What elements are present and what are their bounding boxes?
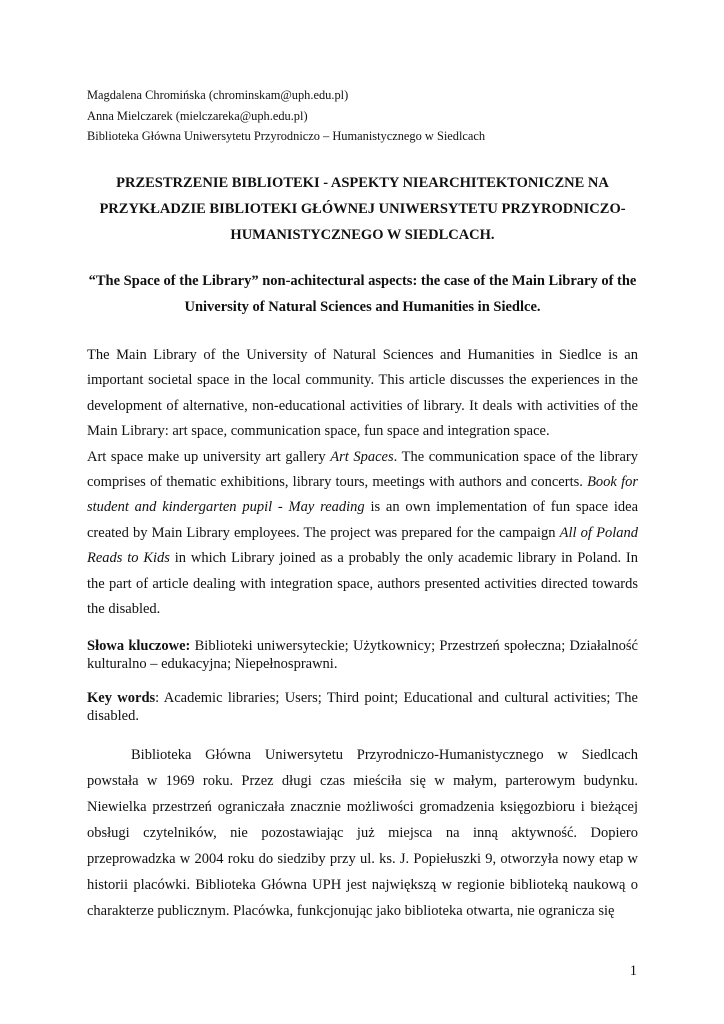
abstract-italic: All of Poland Reads to Kids	[87, 524, 638, 567]
abstract-italic: Art Spaces	[330, 448, 394, 465]
title-polish: PRZESTRZENIE BIBLIOTEKI - ASPEKTY NIEARCHITEKTONICZNE NA PRZYKŁADZIE BIBLIOTEKI GŁÓWNEJ UNIWERSYTETU PRZYRODNICZO-HUMANISTYCZNEGO W SIEDLCACH.	[99, 175, 626, 243]
abstract-italic: Book for student and kindergarten pupil - May reading	[87, 474, 638, 516]
abstract-text: in which Library joined as a probably the only academic library in Poland. In the part of article dealing with integration space, authors presented activities directed towards the disabled.	[87, 550, 639, 618]
abstract-text: Art space make up university art gallery	[87, 448, 331, 465]
keywords-english-text: : Academic libraries; Users; Third point; Educational and cultural activities; The disabled.	[87, 690, 638, 724]
body-paragraph: Biblioteka Główna Uniwersytetu Przyrodniczo-Humanistycznego w Siedlcach powstała w 1969 roku. Przez długi czas mieściła się w małym, parterowym budynku. Niewielka przestrzeń ograniczała znacznie możliwości gromadzenia księgozbioru i bieżącej obsługi czytelników, nie pozostawiając już miejsca na inną aktywność. Dopiero przeprowadzka w 2004 roku do siedziby przy ul. ks. J. Popiełuszki 9, otworzyła nowy etap w historii placówki. Biblioteka Główna UPH jest największą w regionie biblioteką naukową o charakterze publicznym. Placówka, funkcjonując jako biblioteka otwarta, nie ogranicza się	[87, 747, 638, 919]
page-number: 1	[629, 963, 637, 979]
affiliation-line: Biblioteka Główna Uniwersytetu Przyrodniczo – Humanistycznego w Siedlcach	[87, 129, 486, 143]
title-english: “The Space of the Library” non-achitectural aspects: the case of the Main Library of the University of Natural Sciences and Humanities in Siedlce.	[88, 273, 637, 315]
abstract	[87, 343, 638, 622]
keywords-polish	[87, 638, 638, 673]
author-block	[87, 85, 647, 147]
keywords-polish-text: Biblioteki uniwersyteckie; Użytkownicy; Przestrzeń społeczna; Działalność kulturalno – edukacyjna; Niepełnosprawni.	[87, 638, 638, 672]
abstract-paragraph-1: The Main Library of the University of Natural Sciences and Humanities in Siedlce is an important societal space in the local community. This article discusses the experiences in the development of alternative, non-educational activities of library. It deals with activities of the Main Library: art space, communication space, fun space and integration space.	[87, 347, 638, 440]
body-text	[87, 742, 638, 924]
keywords-polish-label: Słowa kluczowe:	[87, 638, 191, 654]
author-line-1: Magdalena Chromińska (chrominskam@uph.edu.pl)	[87, 88, 349, 102]
author-line-2: Anna Mielczarek (mielczareka@uph.edu.pl)	[87, 108, 308, 123]
keywords-english-label: Key words	[87, 690, 156, 706]
abstract-text: . The communication space of the library comprises of thematic exhibitions, library tours, meetings with authors and concerts.	[87, 448, 639, 491]
abstract-text: is an own implementation of fun space idea created by Main Library employees. The project was prepared for the campaign	[87, 499, 638, 541]
abstract-paragraph-2	[87, 445, 638, 623]
keywords-english	[87, 690, 638, 725]
